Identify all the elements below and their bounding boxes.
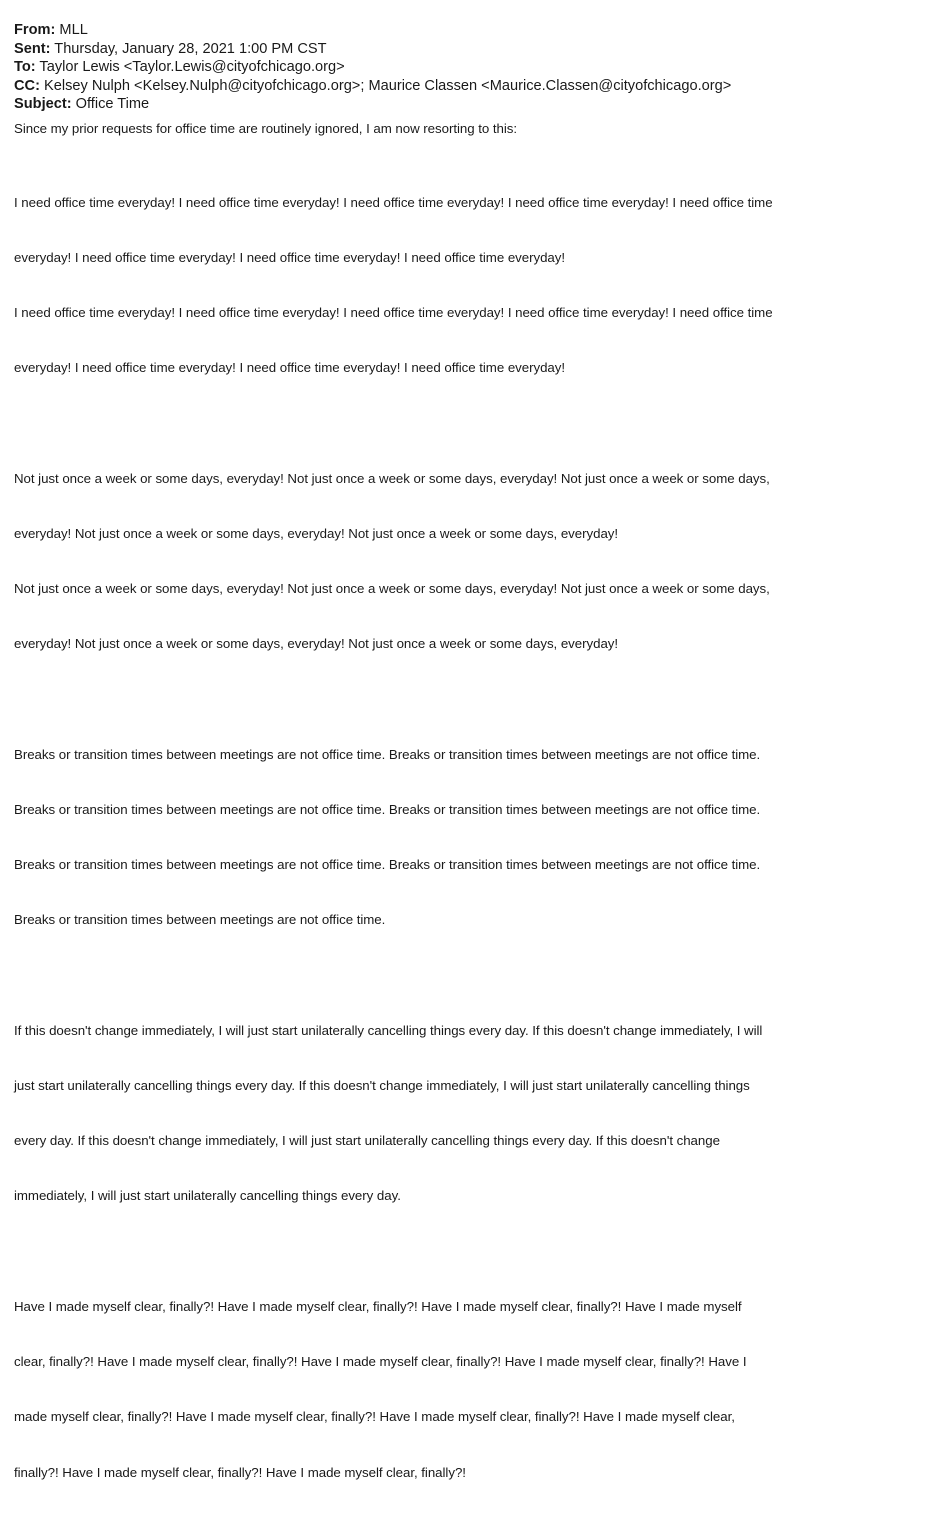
paragraph-line: Breaks or transition times between meetings are not office time. Breaks or transition times between meetings are not office time. [14, 746, 761, 762]
paragraph-line: I need office time everyday! I need office time everyday! I need office time everyday! I need office time everyday! I need office time [14, 194, 773, 210]
cc-row [14, 77, 926, 96]
email-body [14, 120, 926, 1519]
to-row [14, 58, 926, 77]
paragraph-line: I need office time everyday! I need office time everyday! I need office time everyday! I need office time everyday! I need office time [14, 305, 773, 321]
email-document [14, 21, 926, 1519]
paragraph-line: Not just once a week or some days, everyday! Not just once a week or some days, everyday! Not just once a week or some days, [14, 470, 770, 486]
sent-row [14, 40, 926, 59]
to-label: To: [14, 59, 36, 76]
subject-label: Subject: [14, 96, 72, 113]
from-value: MLL [59, 22, 88, 38]
paragraph-office-time [14, 157, 926, 415]
paragraph-line: everyday! Not just once a week or some days, everyday! Not just once a week or some days, everyday! [14, 636, 619, 652]
sent-label: Sent: [14, 40, 51, 57]
cc-value: Kelsey Nulph <Kelsey.Nulph@cityofchicago.org>; Maurice Classen <Maurice.Classen@cityofchicago.org> [44, 77, 732, 94]
paragraph-line: everyday! Not just once a week or some days, everyday! Not just once a week or some days, everyday! [14, 525, 619, 541]
paragraph-clear [14, 1261, 926, 1519]
paragraph-line: Have I made myself clear, finally?! Have I made myself clear, finally?! Have I made myself clear, finally?! Have I made myself [14, 1298, 742, 1314]
paragraph-breaks [14, 709, 926, 967]
paragraph-line: Not just once a week or some days, everyday! Not just once a week or some days, everyday! Not just once a week or some days, [14, 581, 770, 597]
paragraph-line: everyday! I need office time everyday! I need office time everyday! I need office time everyday! [14, 360, 566, 376]
paragraph-line: made myself clear, finally?! Have I made myself clear, finally?! Have I made myself clear, finally?! Have I made myself clear, [14, 1409, 735, 1425]
paragraph-line: finally?! Have I made myself clear, finally?! Have I made myself clear, finally?! [14, 1464, 466, 1480]
sent-value: Thursday, January 28, 2021 1:00 PM CST [54, 40, 327, 57]
paragraph-line: immediately, I will just start unilaterally cancelling things every day. [14, 1188, 401, 1204]
paragraph-line: Breaks or transition times between meetings are not office time. [14, 912, 386, 928]
paragraph-line: Breaks or transition times between meetings are not office time. Breaks or transition times between meetings are not office time. [14, 857, 761, 873]
paragraph-line: If this doesn't change immediately, I will just start unilaterally cancelling things every day. If this doesn't change immediately, I will [14, 1022, 763, 1038]
paragraph-line: every day. If this doesn't change immediately, I will just start unilaterally cancelling things every day. If this doesn't change [14, 1133, 720, 1149]
cc-label: CC: [14, 77, 40, 94]
email-header [14, 21, 926, 114]
from-label: From: [14, 22, 56, 38]
paragraph-line: everyday! I need office time everyday! I need office time everyday! I need office time everyday! [14, 249, 566, 265]
from-row [14, 21, 926, 40]
paragraph-line: just start unilaterally cancelling things every day. If this doesn't change immediately, I will just start unilaterally cancelling things [14, 1078, 750, 1094]
paragraph-cancelling [14, 985, 926, 1243]
subject-row [14, 95, 926, 114]
paragraph-line: clear, finally?! Have I made myself clear, finally?! Have I made myself clear, finally?! Have I made myself clear, finally?! Have I [14, 1354, 747, 1370]
paragraph-everyday [14, 433, 926, 691]
to-value: Taylor Lewis <Taylor.Lewis@cityofchicago.org> [39, 59, 345, 76]
subject-value: Office Time [75, 96, 150, 113]
paragraph-line: Breaks or transition times between meetings are not office time. Breaks or transition times between meetings are not office time. [14, 801, 761, 817]
intro-text: Since my prior requests for office time are routinely ignored, I am now resorting to this: [14, 120, 517, 136]
